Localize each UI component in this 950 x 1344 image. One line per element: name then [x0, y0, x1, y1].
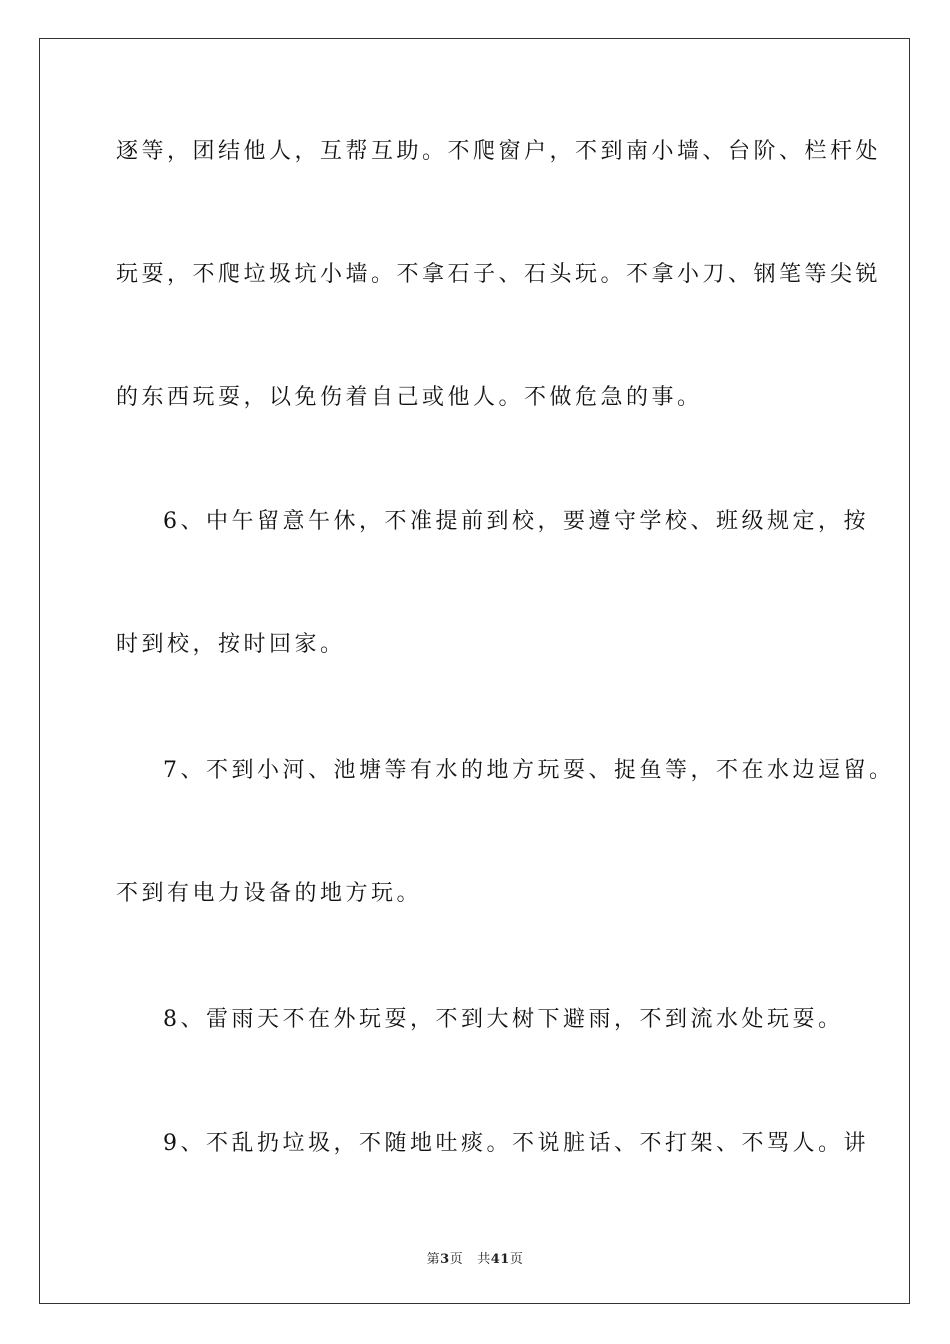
list-item-6-line-2: 时到校，按时回家。 — [116, 632, 346, 657]
page-border — [39, 38, 910, 1304]
total-suffix: 页 — [509, 1252, 524, 1267]
page-suffix: 页 — [449, 1252, 464, 1267]
list-item-7-line-2: 不到有电力设备的地方玩。 — [116, 881, 423, 906]
total-prefix: 共 — [477, 1252, 491, 1267]
body-text-line: 逐等，团结他人，互帮互助。不爬窗户，不到南小墙、台阶、栏杆处 — [116, 139, 882, 164]
list-item-6-line-1: 6、中午留意午休，不准提前到校，要遵守学校、班级规定，按 — [163, 509, 869, 534]
body-text-line: 的东西玩耍，以免伤着自己或他人。不做危急的事。 — [116, 385, 703, 410]
list-item-9-line-1: 9、不乱扔垃圾，不随地吐痰。不说脏话、不打架、不骂人。讲 — [163, 1131, 869, 1156]
list-item-7-line-1: 7、不到小河、池塘等有水的地方玩耍、捉鱼等，不在水边逗留。 — [163, 758, 895, 783]
body-text-line: 玩耍，不爬垃圾坑小墙。不拿石子、石头玩。不拿小刀、钢笔等尖锐 — [116, 262, 882, 287]
total-pages: 41 — [490, 1252, 510, 1267]
page-number: 3 — [440, 1252, 450, 1267]
list-item-8: 8、雷雨天不在外玩耍，不到大树下避雨，不到流水处玩耍。 — [163, 1007, 844, 1032]
page-footer — [0, 1248, 950, 1267]
page-prefix: 第 — [426, 1252, 441, 1267]
